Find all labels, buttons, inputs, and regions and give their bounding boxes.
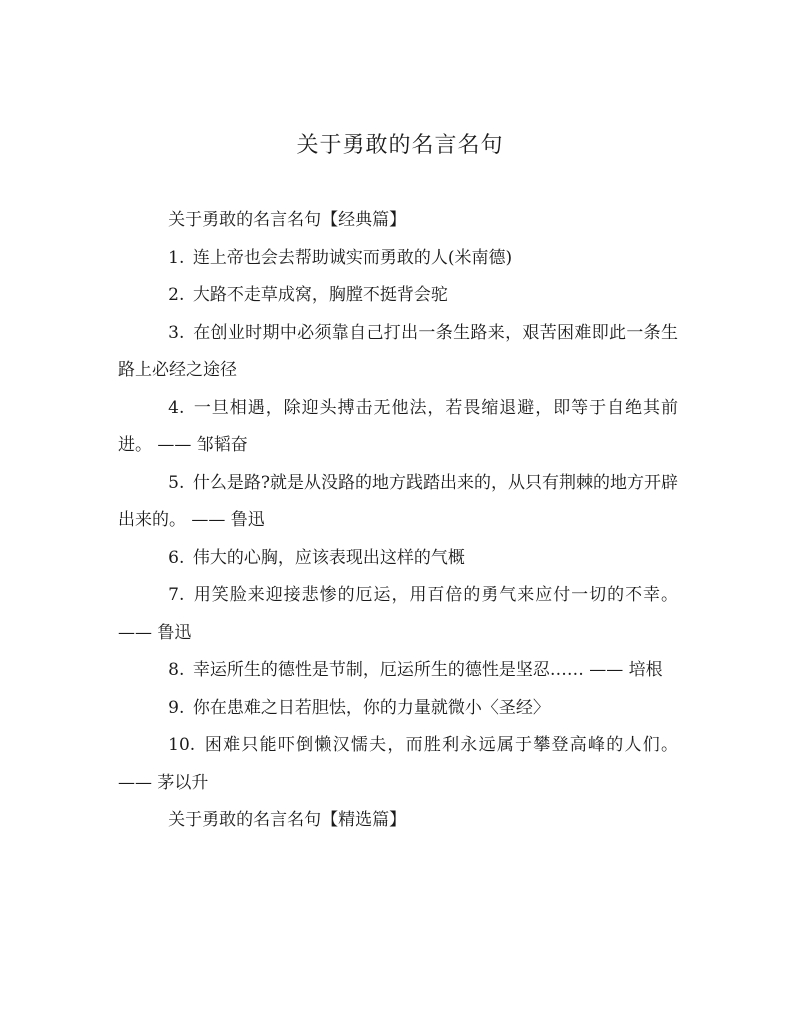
quote-item-3: [118, 315, 678, 390]
section-heading-classic: 关于勇敢的名言名句【经典篇】: [168, 210, 407, 230]
quote-number: 9.: [168, 697, 185, 718]
quote-item-9: [118, 690, 678, 728]
quote-item-5: [118, 465, 678, 540]
quote-text: 用笑脸来迎接悲惨的厄运，用百倍的勇气来应付一切的不幸。 —— 鲁迅: [118, 585, 678, 643]
quote-text: 大路不走草成窝，胸膛不挺背会驼: [192, 285, 448, 305]
quote-text: 伟大的心胸，应该表现出这样的气概: [192, 547, 465, 568]
quote-number: 10.: [168, 735, 196, 755]
quote-number: 4.: [168, 397, 185, 418]
quote-text: 一旦相遇，除迎头搏击无他法，若畏缩退避，即等于自绝其前进。 —— 邹韬奋: [118, 397, 678, 455]
section-heading-selected: 关于勇敢的名言名句【精选篇】: [168, 810, 407, 830]
quote-item-7: [118, 577, 678, 652]
quote-text: 幸运所生的德性是节制，厄运所生的德性是坚忍…… —— 培根: [192, 660, 663, 680]
quote-number: 5.: [168, 472, 185, 493]
quote-text: 在创业时期中必须靠自己打出一条生路来，艰苦困难即此一条生路上必经之途径: [118, 322, 678, 380]
quote-item-10: [118, 727, 678, 802]
quote-number: 8.: [168, 660, 185, 680]
quote-text: 困难只能吓倒懒汉懦夫，而胜利永远属于攀登高峰的人们。 —— 茅以升: [118, 735, 678, 793]
quote-item-2: [118, 277, 678, 315]
quote-number: 2.: [168, 285, 185, 305]
document-title: 关于勇敢的名言名句: [296, 133, 504, 158]
quote-number: 6.: [168, 547, 185, 568]
quote-number: 1.: [168, 247, 185, 268]
quote-item-8: [118, 652, 678, 690]
quote-number: 7.: [168, 585, 185, 605]
quote-item-6: [118, 540, 678, 578]
quote-item-4: [118, 390, 678, 465]
quote-text: 连上帝也会去帮助诚实而勇敢的人(米南德): [192, 247, 513, 268]
quote-item-1: [118, 240, 678, 278]
quote-text: 什么是路?就是从没路的地方践踏出来的，从只有荆棘的地方开辟出来的。 —— 鲁迅: [118, 472, 678, 530]
document-body: [118, 202, 678, 840]
quote-number: 3.: [168, 322, 185, 343]
quote-text: 你在患难之日若胆怯，你的力量就微小〈圣经〉: [192, 697, 550, 718]
